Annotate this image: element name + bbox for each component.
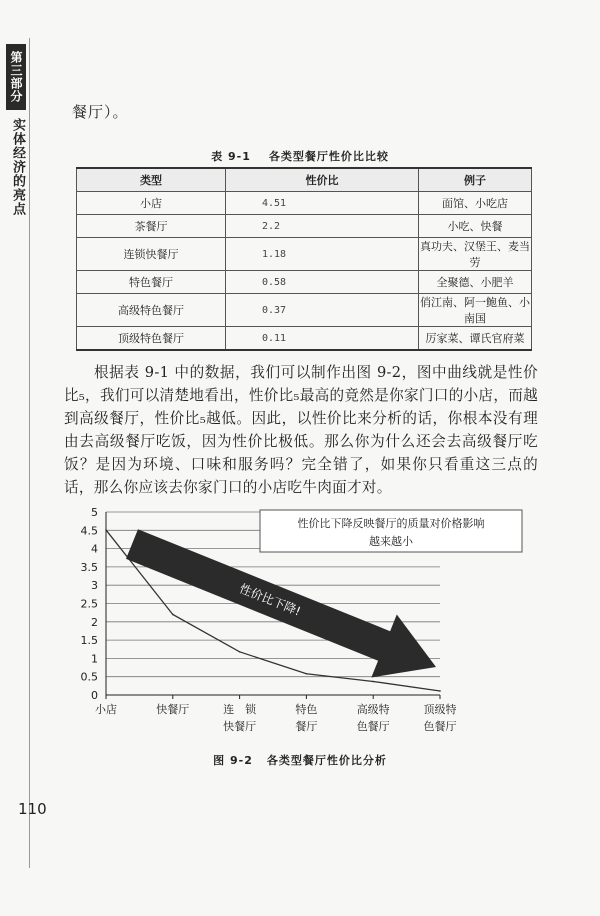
x-category-label: 小店 <box>95 703 117 716</box>
cell-type: 小店 <box>77 192 226 215</box>
cell-example: 面馆、小吃店 <box>419 192 532 215</box>
x-category-label: 特色 <box>295 703 318 716</box>
table-row <box>77 215 532 238</box>
y-tick-label: 0.5 <box>80 670 98 684</box>
x-category-label: 快餐厅 <box>156 703 190 716</box>
y-tick-label: 1 <box>91 652 98 666</box>
y-tick-label: 4.5 <box>80 524 98 538</box>
y-tick-label: 1.5 <box>80 634 98 648</box>
x-category-label: 高级特 <box>356 703 390 716</box>
y-tick-label: 2.5 <box>80 597 98 611</box>
x-category-label: 色餐厅 <box>356 720 390 733</box>
table-row <box>77 327 532 351</box>
x-category-label: 色餐厅 <box>423 720 457 733</box>
table-row <box>77 238 532 271</box>
cell-example: 小吃、快餐 <box>419 215 532 238</box>
y-tick-label: 5 <box>91 506 98 519</box>
comparison-table <box>76 167 532 351</box>
body-paragraph: 根据表 9-1 中的数据，我们可以制作出图 9-2，图中曲线就是性价比₅，我们可以清楚地看出，性价比₅最高的竟然是你家门口的小店，而越到高级餐厅，性价比₅越低。因此，以性价比来分析的话，你根本没有理由去高级餐厅吃饭，因为性价比极低。那么你为什么还会去高级餐厅吃饭？是因为环境、口味和服务吗？完全错了，如果你只看重这三点的话，那么你应该去你家门口的小店吃牛肉面才对。 <box>64 363 539 496</box>
arrow-label: 性价比下降! <box>237 581 303 619</box>
header-value: 性价比 <box>226 168 419 192</box>
header-example: 例子 <box>419 168 532 192</box>
cell-example: 全聚德、小肥羊 <box>419 271 532 294</box>
table-row <box>77 192 532 215</box>
table-row <box>77 271 532 294</box>
data-point <box>172 614 174 616</box>
y-tick-label: 2 <box>91 615 98 629</box>
data-point <box>239 651 241 653</box>
value-line-chart <box>0 500 600 750</box>
data-point <box>306 673 308 675</box>
part-tab: 第三部分 <box>6 44 26 110</box>
data-point <box>105 529 107 531</box>
table-header-row <box>77 168 532 192</box>
x-category-label: 餐厅 <box>295 720 318 733</box>
cell-value: 2.2 <box>226 215 419 238</box>
cell-value: 0.11 <box>226 327 419 351</box>
table-caption-title: 各类型餐厅性价比比较 <box>268 150 389 163</box>
cell-type: 特色餐厅 <box>77 271 226 294</box>
table-caption-number: 表 9-1 <box>211 150 251 163</box>
part-title: 实体经济的亮点 <box>10 118 25 216</box>
cell-value: 4.51 <box>226 192 419 215</box>
y-tick-label: 0 <box>91 689 98 702</box>
figure-caption <box>0 752 600 768</box>
x-category-label: 快餐厅 <box>223 720 257 733</box>
data-point <box>372 681 374 683</box>
cell-value: 0.37 <box>226 294 419 327</box>
cell-type: 顶级特色餐厅 <box>77 327 226 351</box>
cell-value: 0.58 <box>226 271 419 294</box>
lead-text: 餐厅）。 <box>72 103 129 121</box>
y-tick-label: 3.5 <box>80 560 98 574</box>
page-number: 110 <box>18 800 47 818</box>
cell-example: 俏江南、阿一鲍鱼、小南国 <box>419 294 532 327</box>
x-category-label: 连 锁 <box>223 703 257 716</box>
table-row <box>77 294 532 327</box>
figure-caption-title: 各类型餐厅性价比分析 <box>266 754 387 767</box>
cell-type: 连锁快餐厅 <box>77 238 226 271</box>
table-caption <box>0 148 600 164</box>
figure-caption-number: 图 9-2 <box>213 754 253 767</box>
cell-example: 真功夫、汉堡王、麦当劳 <box>419 238 532 271</box>
cell-type: 高级特色餐厅 <box>77 294 226 327</box>
annotation-line: 越来越小 <box>369 535 413 548</box>
x-category-label: 顶级特 <box>423 703 457 716</box>
header-type: 类型 <box>77 168 226 192</box>
data-point <box>439 690 441 692</box>
annotation-line: 性价比下降反映餐厅的质量对价格影响 <box>297 517 485 530</box>
cell-example: 厉家菜、谭氏官府菜 <box>419 327 532 351</box>
y-tick-label: 4 <box>91 542 98 556</box>
cell-type: 茶餐厅 <box>77 215 226 238</box>
y-tick-label: 3 <box>91 579 98 593</box>
cell-value: 1.18 <box>226 238 419 271</box>
